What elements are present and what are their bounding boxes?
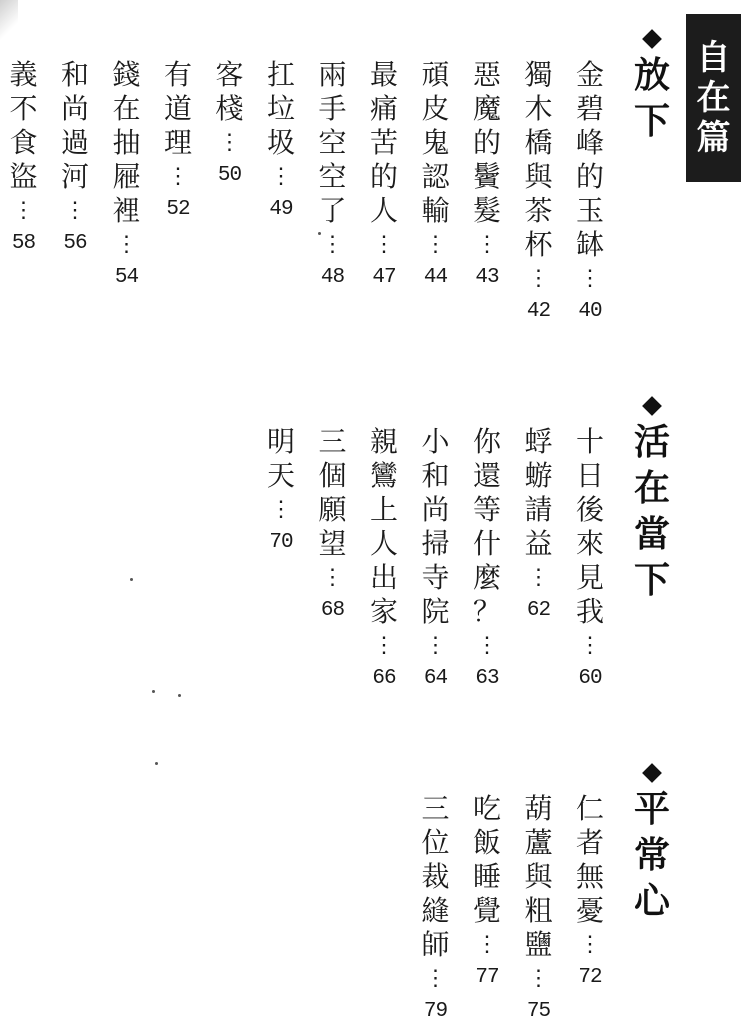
- dot-leader: ⋮: [579, 932, 601, 957]
- toc-page-number: 68: [320, 598, 345, 622]
- print-speck: [130, 578, 133, 581]
- toc-entry: [315, 58, 351, 292]
- toc-entry-char: 尚: [60, 92, 89, 125]
- page-corner-shadow: [0, 0, 18, 40]
- toc-entry-char: 無: [575, 860, 604, 893]
- toc-entry-char: 橋: [524, 126, 553, 159]
- heading-char: 常: [634, 835, 671, 876]
- toc-page-number: 44: [423, 265, 448, 289]
- toc-entry-char: 請: [524, 493, 553, 526]
- toc-entry-char: 三: [318, 425, 347, 458]
- part-banner: [686, 14, 741, 182]
- toc-entry: [6, 58, 42, 258]
- toc-entry-char: 空: [318, 126, 347, 159]
- toc-entry-char: 我: [575, 595, 604, 628]
- toc-entry-char: 認: [421, 160, 450, 193]
- toc-entry-char: 寺: [421, 561, 450, 594]
- heading-char: 活: [634, 422, 671, 463]
- toc-entry-char: 鬼: [421, 126, 450, 159]
- dot-leader: ⋮: [218, 130, 241, 155]
- toc-page-number: 63: [475, 666, 499, 690]
- toc-entry: [572, 425, 608, 693]
- toc-entry-char: 的: [369, 160, 398, 193]
- toc-entry-char: 什: [472, 527, 501, 560]
- toc-page-number: 60: [578, 666, 602, 690]
- toc-entry-char: 垃: [266, 92, 295, 125]
- toc-entry-char: 金: [575, 58, 604, 91]
- toc-entry-char: 峰: [575, 126, 604, 159]
- toc-entry-char: 蘆: [524, 826, 553, 859]
- toc-entry-char: 理: [163, 126, 192, 159]
- toc-entry-char: 手: [318, 92, 347, 125]
- dot-leader: ⋮: [270, 164, 292, 189]
- toc-page-number: 56: [63, 231, 87, 255]
- dot-leader: ⋮: [12, 198, 35, 223]
- toc-page-number: 64: [423, 666, 448, 690]
- toc-entry: [418, 425, 454, 693]
- toc-entry-char: 三: [421, 792, 450, 825]
- dot-leader: ⋮: [476, 232, 498, 257]
- heading-char: 下: [634, 560, 671, 601]
- toc-entry-char: 與: [524, 860, 553, 893]
- toc-entry: [315, 425, 351, 625]
- toc-entry-char: 獨: [524, 58, 553, 91]
- toc-entry-char: 在: [112, 92, 141, 125]
- toc-entry-char: 明: [266, 425, 295, 458]
- toc-entry: [263, 425, 299, 557]
- toc-entry-char: 人: [369, 527, 398, 560]
- toc-page-number: 79: [423, 999, 448, 1023]
- toc-page-number: 62: [526, 598, 551, 622]
- toc-entry-char: 日: [575, 459, 604, 492]
- toc-page-number: 50: [217, 163, 242, 187]
- toc-entry-char: 憂: [575, 894, 604, 927]
- toc-entry-char: 來: [575, 527, 604, 560]
- dot-leader: ⋮: [476, 932, 498, 957]
- toc-entry-char: 兩: [318, 58, 347, 91]
- dot-leader: ⋮: [527, 966, 550, 991]
- toc-entry-char: 家: [369, 595, 398, 628]
- toc-page-number: 52: [166, 197, 190, 221]
- dot-leader: ⋮: [270, 497, 292, 522]
- dot-leader: ⋮: [424, 633, 447, 658]
- dot-leader: ⋮: [321, 565, 344, 590]
- toc-entry: [469, 58, 505, 292]
- toc-entry-char: 空: [318, 160, 347, 193]
- toc-entry-char: 鸞: [369, 459, 398, 492]
- toc-entry: [521, 792, 557, 1026]
- toc-page-number: 66: [372, 666, 396, 690]
- dot-leader: ⋮: [424, 966, 447, 991]
- dot-leader: ⋮: [579, 266, 601, 291]
- toc-entry-char: 木: [524, 92, 553, 125]
- toc-entry-char: 玉: [575, 194, 604, 227]
- toc-entry-char: 見: [575, 561, 604, 594]
- toc-entry-char: 師: [421, 928, 450, 961]
- toc-entry-char: 飯: [472, 826, 501, 859]
- toc-entry: [212, 58, 248, 190]
- toc-entry-char: 苦: [369, 126, 398, 159]
- toc-entry-char: 等: [472, 493, 501, 526]
- toc-entry-char: 茶: [524, 194, 553, 227]
- toc-entry-char: 了: [318, 194, 347, 227]
- print-speck: [318, 232, 321, 235]
- toc-entry-char: 院: [421, 595, 450, 628]
- toc-entry-char: 惡: [472, 58, 501, 91]
- toc-entry: [521, 425, 557, 625]
- toc-entry: [109, 58, 145, 292]
- diamond-bullet-icon: [642, 763, 662, 783]
- toc-entry: [418, 58, 454, 292]
- toc-entry-char: 裡: [112, 194, 141, 227]
- toc-entry-char: 蜉: [524, 425, 553, 458]
- toc-entry-char: 輸: [421, 194, 450, 227]
- toc-entry-char: 抽: [112, 126, 141, 159]
- toc-entry-char: 望: [318, 527, 347, 560]
- toc-entry-char: 的: [575, 160, 604, 193]
- banner-char: 自: [696, 38, 731, 78]
- toc-entry-char: 葫: [524, 792, 553, 825]
- toc-entry-char: 願: [318, 493, 347, 526]
- toc-entry-char: 盜: [9, 160, 38, 193]
- toc-entry-char: 食: [9, 126, 38, 159]
- toc-entry-char: 後: [575, 493, 604, 526]
- toc-entry-char: 出: [369, 561, 398, 594]
- toc-entry-char: 者: [575, 826, 604, 859]
- toc-entry-char: 益: [524, 527, 553, 560]
- section-heading-huozaidangxia: [634, 393, 670, 609]
- toc-entry: [572, 792, 608, 992]
- toc-entry-char: 個: [318, 459, 347, 492]
- toc-entry-char: 魔: [472, 92, 501, 125]
- toc-entry-char: 道: [163, 92, 192, 125]
- dot-leader: ⋮: [64, 198, 86, 223]
- toc-entry-char: 覺: [472, 894, 501, 927]
- toc-entry-char: 碧: [575, 92, 604, 125]
- toc-entry-char: 人: [369, 194, 398, 227]
- toc-entry: [572, 58, 608, 326]
- toc-page-number: 47: [372, 265, 396, 289]
- toc-entry-char: 過: [60, 126, 89, 159]
- toc-entry-char: 位: [421, 826, 450, 859]
- toc-entry-char: 缽: [575, 228, 604, 261]
- diamond-bullet-icon: [642, 396, 662, 416]
- section-heading-fangxia: [634, 26, 670, 150]
- toc-entry-char: 掃: [421, 527, 450, 560]
- toc-page-number: 49: [269, 197, 293, 221]
- toc-entry: [57, 58, 93, 258]
- toc-entry-char: 和: [421, 459, 450, 492]
- section-heading-pingchangxin: [634, 760, 670, 930]
- toc-entry-char: 小: [421, 425, 450, 458]
- dot-leader: ⋮: [115, 232, 138, 257]
- toc-entry: [366, 425, 402, 693]
- toc-entry-char: ？: [472, 595, 501, 628]
- toc-entry-char: 還: [472, 459, 501, 492]
- toc-entry-char: 與: [524, 160, 553, 193]
- toc-entry: [160, 58, 196, 224]
- toc-page-number: 43: [475, 265, 499, 289]
- toc-entry: [263, 58, 299, 224]
- dot-leader: ⋮: [527, 266, 550, 291]
- toc-entry-char: 客: [215, 58, 244, 91]
- toc-page-number: 70: [269, 530, 293, 554]
- toc-entry-char: 睡: [472, 860, 501, 893]
- toc-entry-char: 屜: [112, 160, 141, 193]
- toc-page-number: 77: [475, 965, 499, 989]
- dot-leader: ⋮: [476, 633, 498, 658]
- toc-entry-char: 尚: [421, 493, 450, 526]
- dot-leader: ⋮: [373, 633, 395, 658]
- toc-entry-char: 的: [472, 126, 501, 159]
- toc-entry-char: 髮: [472, 194, 501, 227]
- toc-entry-char: 吃: [472, 792, 501, 825]
- toc-entry-char: 鬢: [472, 160, 501, 193]
- toc-entry-char: 粗: [524, 894, 553, 927]
- toc-entry-char: 裁: [421, 860, 450, 893]
- toc-entry-char: 圾: [266, 126, 295, 159]
- toc-entry-char: 你: [472, 425, 501, 458]
- toc-entry: [521, 58, 557, 326]
- toc-entry-char: 仁: [575, 792, 604, 825]
- dot-leader: ⋮: [167, 164, 189, 189]
- banner-char: 篇: [696, 118, 731, 158]
- dot-leader: ⋮: [373, 232, 395, 257]
- toc-page-number: 58: [11, 231, 36, 255]
- toc-entry-char: 上: [369, 493, 398, 526]
- toc-entry: [469, 425, 505, 693]
- toc-entry-char: 痛: [369, 92, 398, 125]
- heading-char: 當: [634, 514, 671, 555]
- toc-page-number: 54: [114, 265, 139, 289]
- dot-leader: ⋮: [321, 232, 344, 257]
- toc-entry-char: 親: [369, 425, 398, 458]
- toc-entry-char: 最: [369, 58, 398, 91]
- toc-entry-char: 錢: [112, 58, 141, 91]
- toc-entry-char: 和: [60, 58, 89, 91]
- diamond-bullet-icon: [642, 29, 662, 49]
- heading-char: 心: [634, 881, 671, 922]
- toc-entry-char: 十: [575, 425, 604, 458]
- toc-page-number: 75: [526, 999, 551, 1023]
- banner-char: 在: [696, 78, 731, 118]
- toc-entry: [418, 792, 454, 1026]
- toc-entry-char: 杯: [524, 228, 553, 261]
- toc-entry: [469, 792, 505, 992]
- toc-entry-char: 棧: [215, 92, 244, 125]
- heading-char: 在: [634, 468, 671, 509]
- toc-entry-char: 不: [9, 92, 38, 125]
- toc-entry-char: 鹽: [524, 928, 553, 961]
- toc-entry-char: 天: [266, 459, 295, 492]
- toc-entry-char: 麼: [472, 561, 501, 594]
- dot-leader: ⋮: [527, 565, 550, 590]
- dot-leader: ⋮: [579, 633, 601, 658]
- toc-entry-char: 扛: [266, 58, 295, 91]
- print-speck: [152, 690, 155, 693]
- heading-char: 放: [634, 55, 671, 96]
- toc-page-number: 48: [320, 265, 345, 289]
- toc-entry-char: 縫: [421, 894, 450, 927]
- dot-leader: ⋮: [424, 232, 447, 257]
- toc-entry: [366, 58, 402, 292]
- toc-page-number: 42: [526, 299, 551, 323]
- toc-entry-char: 蝣: [524, 459, 553, 492]
- toc-page-number: 40: [578, 299, 602, 323]
- toc-entry-char: 義: [9, 58, 38, 91]
- print-speck: [178, 694, 181, 697]
- print-speck: [155, 762, 158, 765]
- toc-entry-char: 頑: [421, 58, 450, 91]
- heading-char: 下: [634, 101, 671, 142]
- heading-char: 平: [634, 789, 671, 830]
- toc-entry-char: 皮: [421, 92, 450, 125]
- toc-entry-char: 有: [163, 58, 192, 91]
- toc-entry-char: 河: [60, 160, 89, 193]
- toc-page-number: 72: [578, 965, 602, 989]
